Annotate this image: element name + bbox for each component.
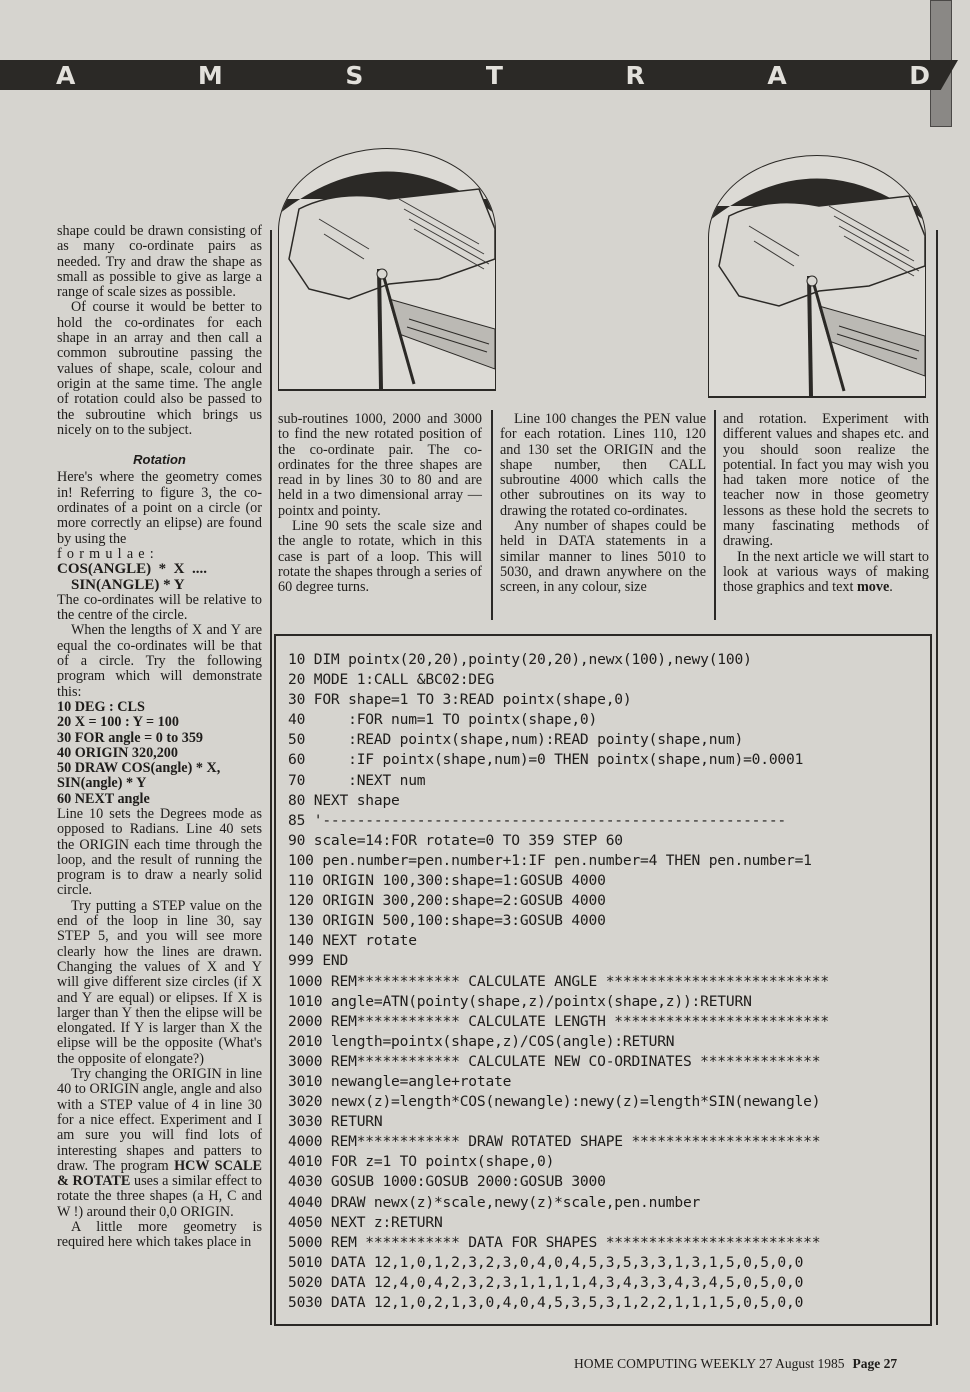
- listing-line: 3010 newangle=angle+rotate: [288, 1072, 512, 1090]
- listing-line: 4040 DRAW newx(z)*scale,newy(z)*scale,pen.number: [288, 1193, 701, 1211]
- text: In the next article we will start to look at various ways of making those graphics and text: [723, 548, 929, 596]
- listing-line: 120 ORIGIN 300,200:shape=2:GOSUB 4000: [288, 892, 606, 910]
- listing-line: 5030 DATA 12,1,0,2,1,3,0,4,0,4,5,3,5,3,1,2,2,1,1,1,5,0,5,0,0: [288, 1294, 804, 1311]
- banner-letter: R: [625, 60, 645, 90]
- paragraph: A little more geometry is required here which takes place in: [57, 1219, 262, 1251]
- listing-line: 4050 NEXT z:RETURN: [288, 1213, 443, 1231]
- banner-letter: M: [197, 60, 223, 90]
- listing-line: 10 DIM pointx(20,20),pointy(20,20),newx(100),newy(100): [288, 651, 752, 668]
- paragraph: Of course it would be better to hold the co-ordinates for each shape in an array and then call a common subroutine passing the values of shape, scale, colour and origin at the same time. The angle of rotation could also be passed to the subroutine which brings us nicely on to the subject.: [57, 299, 262, 438]
- emphasis: move: [856, 579, 890, 596]
- listing-line: 60 :IF pointx(shape,num)=0 THEN pointx(shape,num)=0.0001: [288, 751, 804, 769]
- program-line: 20 X = 100 : Y = 100: [57, 714, 179, 731]
- program-listing: [288, 650, 928, 1313]
- listing-line: 110 ORIGIN 100,300:shape=1:GOSUB 4000: [288, 872, 606, 890]
- section-heading: Rotation: [133, 452, 186, 468]
- listing-line: 100 pen.number=pen.number+1:IF pen.number=4 THEN pen.number=1: [288, 851, 812, 869]
- listing-line: 85 '------------------------------------------------------: [288, 811, 786, 829]
- paragraph: formulae:: [57, 545, 159, 562]
- listing-line: 80 NEXT shape: [288, 791, 400, 809]
- page-footer: [574, 1356, 897, 1372]
- program-line: 40 ORIGIN 320,200: [57, 744, 178, 761]
- hand-compass-icon: [279, 149, 495, 389]
- paragraph: Line 100 changes the PEN value for each rotation. Lines 110, 120 and 130 set the ORIGIN and the shape number, then CALL subroutine 4000 which calls the other subroutines on its way to drawing the rotated co-ordinates.: [500, 411, 706, 519]
- paragraph: Any number of shapes could be held in DATA statements in a similar manner to lines 5010 to 5030, and drawn anywhere on the screen, in any colour, size: [500, 518, 706, 596]
- text: Try changing the ORIGIN in line 40 to ORIGIN angle, angle and also with a STEP value of 4 in line 30 for a nice effect. Experiment and I am sure you will find lots of interesting shapes and patters to draw. The program: [57, 1066, 262, 1174]
- column-rule: [491, 410, 493, 620]
- listing-line: 20 MODE 1:CALL &BC02:DEG: [288, 671, 495, 689]
- column-rule: [714, 410, 716, 620]
- listing-line: 90 scale=14:FOR rotate=0 TO 359 STEP 60: [288, 831, 623, 849]
- listing-line: 1010 angle=ATN(pointy(shape,z)/pointx(shape,z)):RETURN: [288, 992, 752, 1010]
- paragraph: and rotation. Experiment with different values and shapes etc. and you should soon realize the potential. In fact you may wish you had taken more notice of the teacher now in those geometry lessons as these hold the secrets to many fascinating methods of drawing.: [723, 411, 929, 550]
- listing-line: 3000 REM************ CALCULATE NEW CO-ORDINATES **************: [288, 1052, 821, 1070]
- paragraph: [57, 1067, 262, 1220]
- program-line: 10 DEG : CLS: [57, 698, 145, 715]
- article-column-2: [278, 412, 482, 596]
- program-line: 30 FOR angle = 0 to 359: [57, 729, 204, 746]
- publication-info: HOME COMPUTING WEEKLY 27 August 1985: [574, 1356, 845, 1371]
- listing-line: 2010 length=pointx(shape,z)/COS(angle):RETURN: [288, 1032, 675, 1050]
- paragraph: [723, 550, 929, 596]
- listing-line: 3020 newx(z)=length*COS(newangle):newy(z)=length*SIN(newangle): [288, 1093, 821, 1111]
- paragraph: Line 10 sets the Degrees mode as opposed to Radians. Line 40 sets the ORIGIN each time through the loop, and the result of running the program is to draw a nearly solid circle.: [57, 805, 262, 899]
- paragraph: Here's where the geometry comes in! Referring to figure 3, the co-ordinates of a point on a circle (or more correctly an elipse) are found by using the: [57, 469, 262, 547]
- compass-illustration-right: [708, 155, 926, 398]
- page-number: Page 27: [852, 1356, 898, 1371]
- listing-line: 30 FOR shape=1 TO 3:READ pointx(shape,0): [288, 691, 632, 709]
- listing-line: 5010 DATA 12,1,0,1,2,3,2,3,0,4,0,4,5,3,5,3,3,1,3,1,5,0,5,0,0: [288, 1253, 804, 1271]
- listing-line: 999 END: [288, 952, 349, 970]
- column-rule: [936, 230, 938, 1325]
- listing-line: 4000 REM************ DRAW ROTATED SHAPE **********************: [288, 1133, 821, 1151]
- banner-letter: S: [345, 60, 364, 90]
- listing-line: 2000 REM************ CALCULATE LENGTH *************************: [288, 1012, 829, 1030]
- listing-line: 3030 RETURN: [288, 1113, 383, 1131]
- banner-letter: A: [767, 60, 787, 90]
- column-rule: [270, 230, 272, 1325]
- formula: SIN(ANGLE) * Y: [71, 576, 185, 593]
- banner-letter: D: [909, 60, 930, 90]
- paragraph: The co-ordinates will be relative to the centre of the circle.: [57, 591, 262, 624]
- listing-line: 5000 REM *********** DATA FOR SHAPES *************************: [288, 1233, 821, 1251]
- hand-compass-icon: [709, 156, 925, 396]
- listing-line: 50 :READ pointx(shape,num):READ pointy(shape,num): [288, 731, 744, 749]
- listing-line: 40 :FOR num=1 TO pointx(shape,0): [288, 711, 598, 729]
- listing-line: 130 ORIGIN 500,100:shape=3:GOSUB 4000: [288, 912, 606, 930]
- text: .: [889, 579, 893, 596]
- paragraph: shape could be drawn consisting of as many co-ordinate pairs as needed. Try and draw the shape as small as possible to give as large a range of scale sizes as possible.: [57, 223, 262, 301]
- banner-letter: A: [56, 60, 76, 90]
- article-column-1: [57, 224, 262, 1251]
- paragraph: sub-routines 1000, 2000 and 3000 to find the new rotated position of the co-ordinate pair. The co-ordinates for the three shapes are read in by lines 30 to 80 and are held in a two dimensional array — pointx and pointy.: [278, 411, 482, 519]
- banner-letter: T: [485, 60, 503, 90]
- listing-line: 70 :NEXT num: [288, 771, 426, 789]
- program-line: 60 NEXT angle: [57, 790, 150, 807]
- article-column-3: [500, 412, 706, 596]
- listing-line: 4030 GOSUB 1000:GOSUB 2000:GOSUB 3000: [288, 1173, 606, 1191]
- listing-line: 4010 FOR z=1 TO pointx(shape,0): [288, 1153, 555, 1171]
- banner-title: [0, 60, 958, 90]
- formula: COS(ANGLE) * X ....: [57, 561, 208, 578]
- listing-line: 1000 REM************ CALCULATE ANGLE **************************: [288, 972, 829, 990]
- program-line: 50 DRAW COS(angle) * X, SIN(angle) * Y: [57, 760, 221, 792]
- listing-line: 5020 DATA 12,4,0,4,2,3,2,3,1,1,1,1,4,3,4,3,3,4,3,4,5,0,5,0,0: [288, 1273, 804, 1291]
- listing-line: 140 NEXT rotate: [288, 932, 417, 950]
- article-column-4: [723, 412, 929, 596]
- paragraph: When the lengths of X and Y are equal the co-ordinates will be that of a circle. Try the following program which will demonstrate this:: [57, 622, 262, 700]
- program-title: HCW SCALE & ROTATE: [57, 1157, 262, 1190]
- text: uses a similar effect to rotate the three shapes (a H, C and W !) around their 0,0 ORIGIN.: [57, 1173, 262, 1220]
- paragraph: Line 90 sets the scale size and the angle to rotate, which in this case is part of a loop. This will rotate the shapes through a series of 60 degree turns.: [278, 518, 482, 596]
- paragraph: Try putting a STEP value on the end of the loop in line 30, say STEP 5, and you will see more clearly how the lines are drawn. Changing the values of X and Y will give different size circles (if X and Y are equal) or elipses. If X is larger than Y then the elipse will be elongated. If Y is larger than X the elipse will be the opposite (What's the opposite of elongate?): [57, 897, 262, 1067]
- compass-illustration-left: [278, 148, 496, 391]
